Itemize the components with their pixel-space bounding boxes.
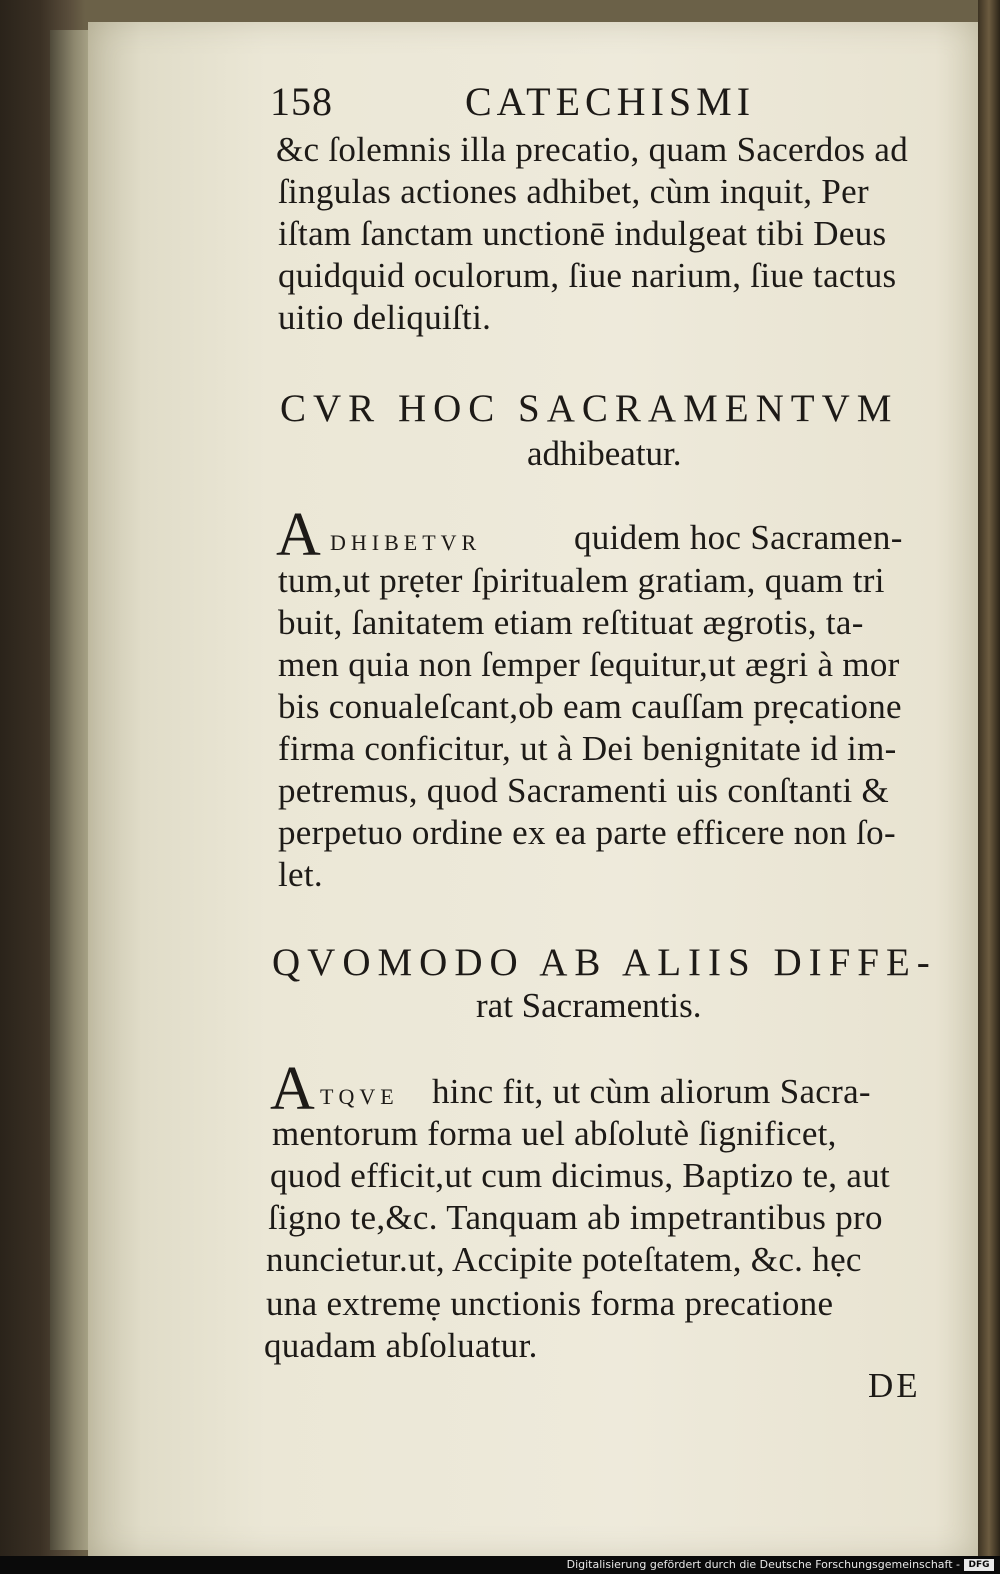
paragraph2-line: men quia non ſemper ſequitur,ut ægri à mor: [278, 645, 900, 684]
footer-credit: Digitalisierung gefördert durch die Deutsche Forschungsgemeinschaft -: [566, 1558, 960, 1571]
paragraph1-line: ſingulas actiones adhibet, cùm inquit, Per: [278, 172, 869, 211]
paragraph2-line: firma conficitur, ut à Dei benignitate id im-: [278, 729, 897, 768]
small-caps-word: TQVE: [320, 1084, 399, 1109]
paragraph1-line: &c ſolemnis illa precatio, quam Sacerdos ad: [276, 130, 909, 169]
paragraph1-line: uitio deliquiſti.: [278, 298, 492, 337]
section-subheading: rat Sacramentis.: [476, 986, 702, 1025]
drop-cap: A: [270, 1055, 315, 1123]
section-heading: QVOMODO AB ALIIS DIFFE-: [272, 941, 937, 984]
book-left-edge: [50, 30, 90, 1550]
paragraph3-line: ſigno te,&c. Tanquam ab impetrantibus pro: [268, 1198, 883, 1237]
running-title: CATECHISMI: [465, 79, 756, 124]
paragraph3-line: quadam abſoluatur.: [264, 1326, 538, 1365]
catchword: DE: [868, 1366, 921, 1405]
paragraph2-line: tum,ut prẹter ſpiritualem gratiam, quam tri: [278, 561, 885, 600]
small-caps-word: DHIBETVR: [330, 530, 482, 555]
section-subheading: adhibeatur.: [527, 434, 682, 473]
paragraph2-line: quidem hoc Sacramen-: [574, 518, 903, 557]
paragraph3-line: una extremẹ unctionis forma precatione: [266, 1284, 834, 1323]
book-right-edge: [978, 0, 1000, 1560]
paragraph3-line: quod efficit,ut cum dicimus, Baptizo te, aut: [270, 1156, 891, 1195]
paragraph1-line: iſtam ſanctam unctionē indulgeat tibi Deus: [278, 214, 887, 253]
paragraph3-line: hinc fit, ut cùm aliorum Sacra-: [432, 1072, 871, 1111]
paragraph2-line: perpetuo ordine ex ea parte efficere non ſo-: [278, 813, 896, 852]
dfg-logo: DFG: [964, 1559, 994, 1571]
drop-cap: A: [276, 501, 321, 569]
page-number: 158: [270, 79, 333, 124]
paragraph2-line: buit, ſanitatem etiam reſtituat ægrotis, ta-: [278, 603, 864, 642]
paragraph2-line: let.: [278, 855, 323, 894]
paragraph3-line: mentorum forma uel abſolutè ſignificet,: [272, 1114, 837, 1153]
paragraph2-line: bis conualeſcant,ob eam cauſſam prẹcatione: [278, 687, 902, 726]
section-heading: CVR HOC SACRAMENTVM: [280, 387, 899, 430]
paragraph3-line: nuncietur.ut, Accipite poteſtatem, &c. hẹc: [266, 1240, 862, 1279]
paragraph1-line: quidquid oculorum, ſiue narium, ſiue tactus: [278, 256, 897, 295]
paragraph2-line: petremus, quod Sacramenti uis conſtanti &: [278, 771, 890, 810]
digitization-footer: [0, 1556, 1000, 1574]
